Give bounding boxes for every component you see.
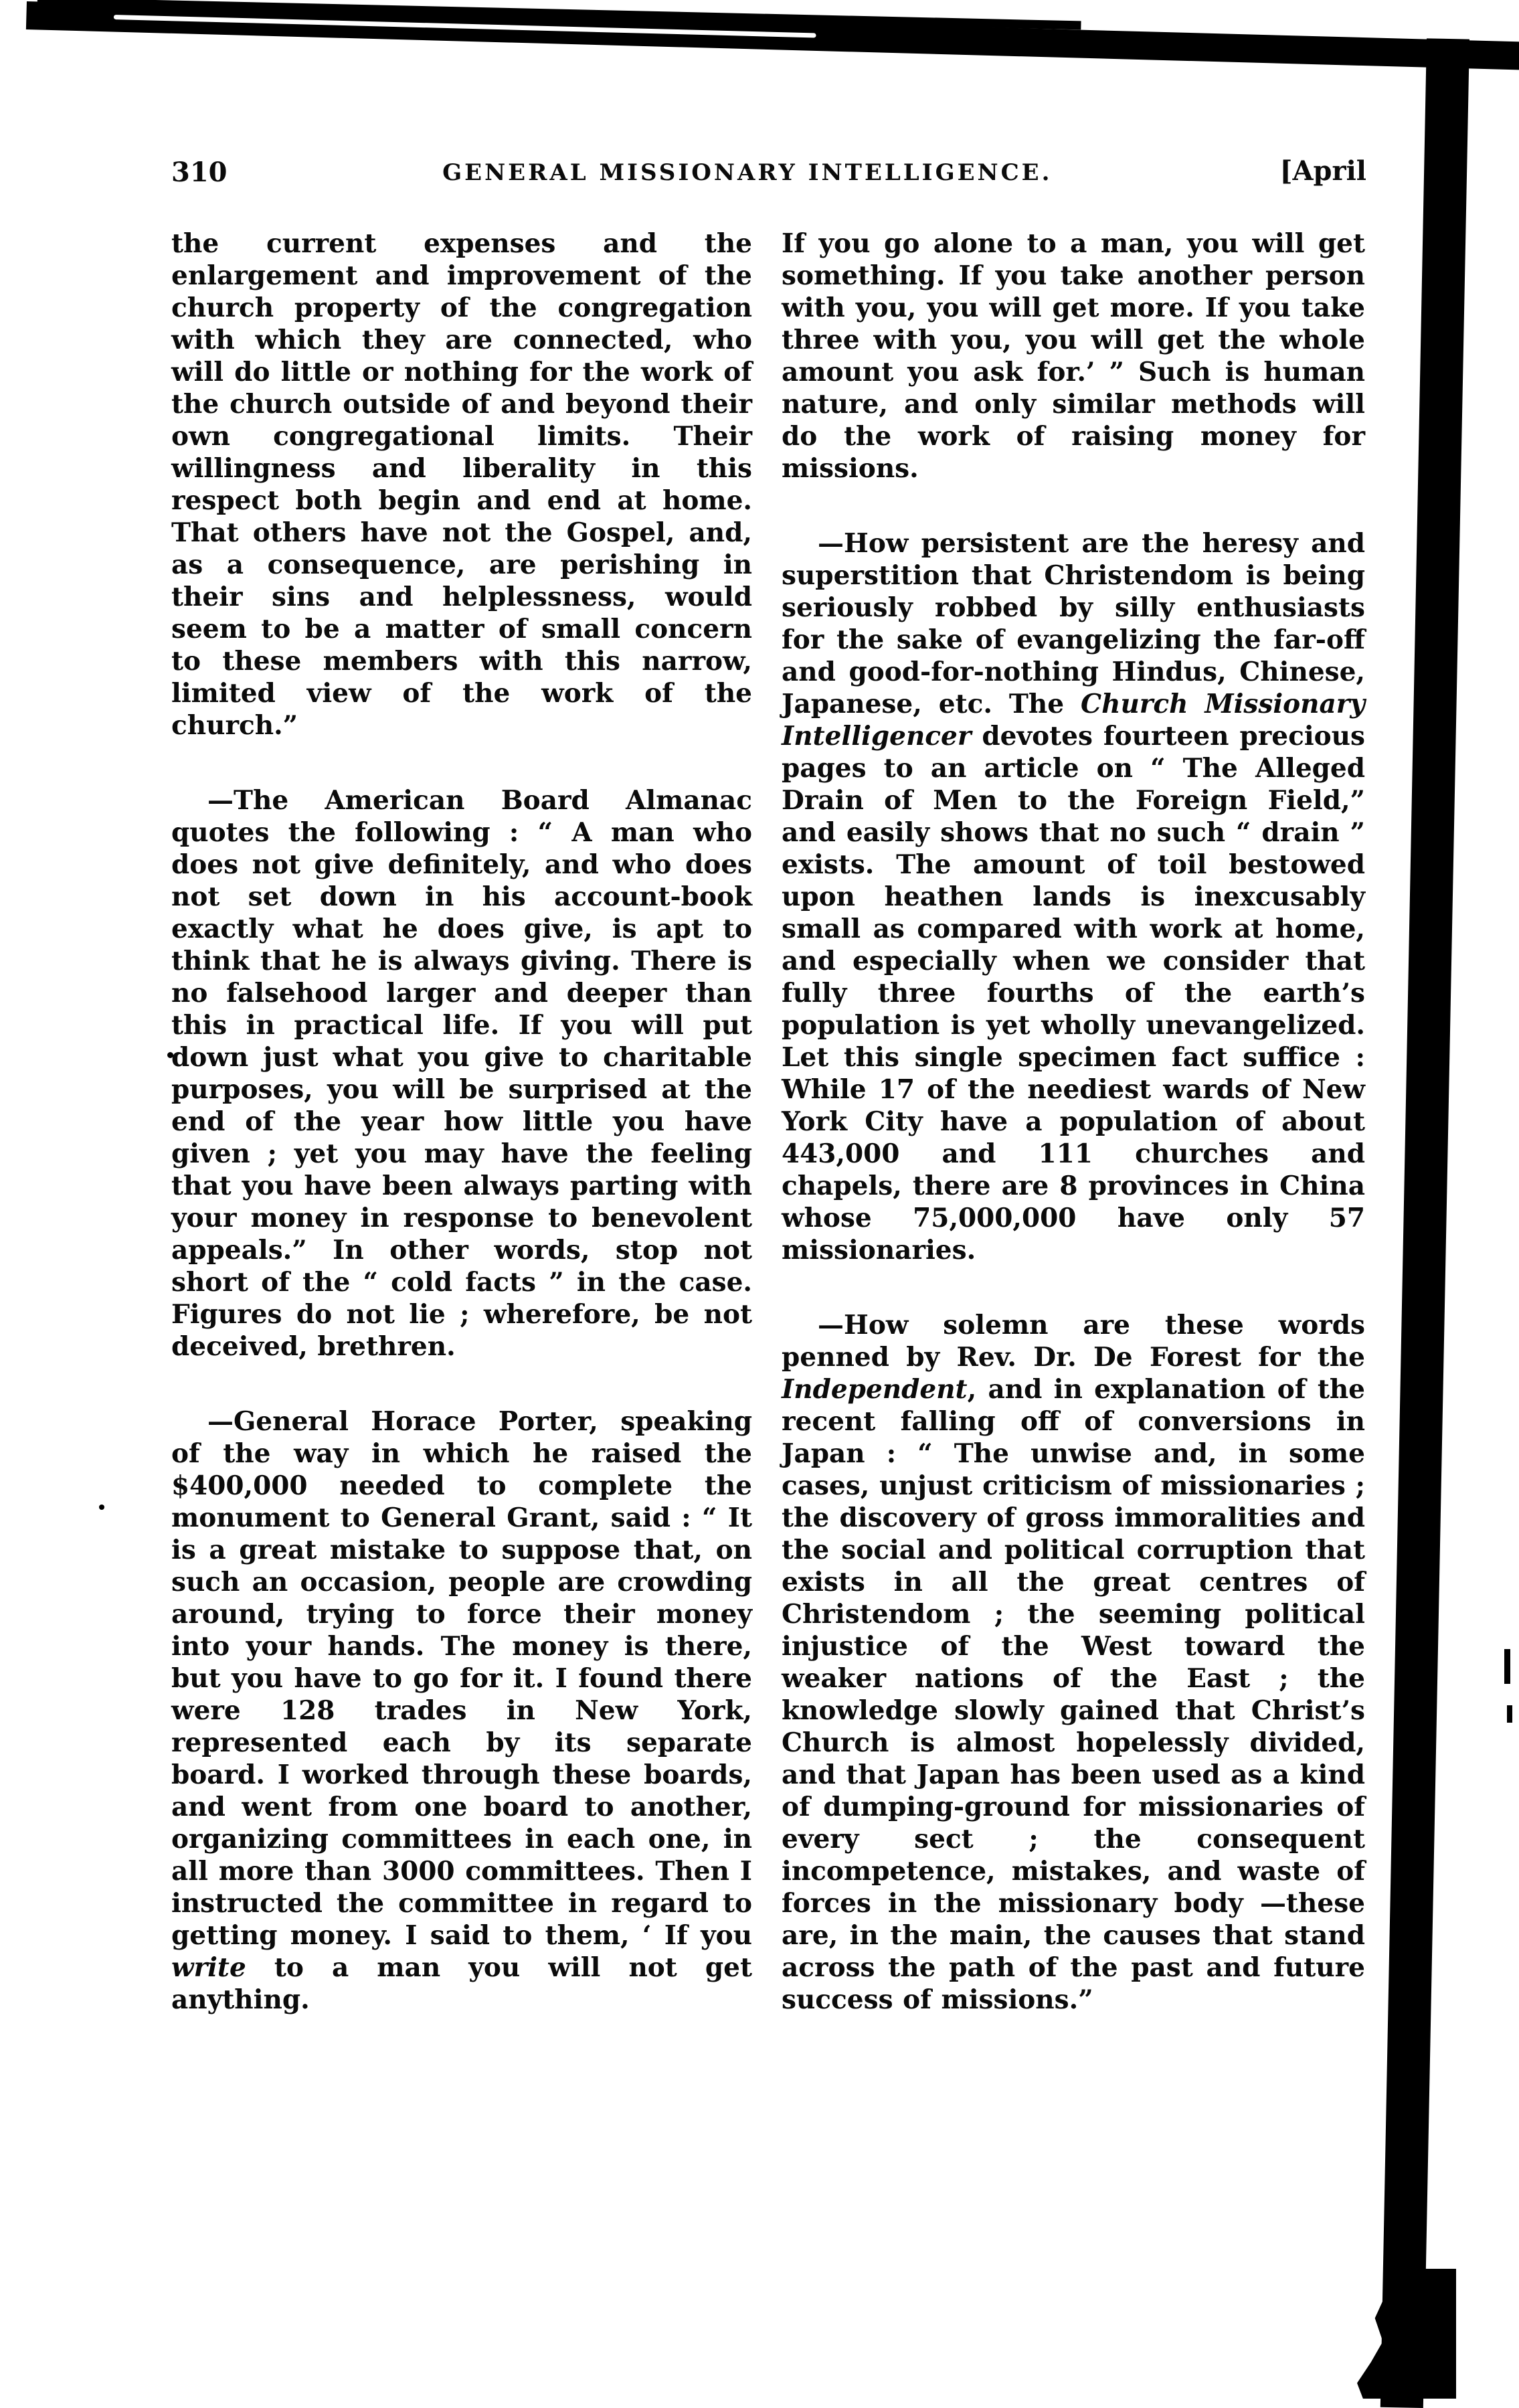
paragraph: —How solemn are these words penned by Rev. Dr. De Forest for the Independent, and in explanation of the recent falling off of conversions in Japan : “ The unwise and, in some cases, unjust criticism of missionaries ; the discovery of gross immoralities and the social and political corruption that exists in all the great centres of Christendom ; the seeming political injustice of the West toward the weaker nations of the East ; the knowledge slowly gained that Christ’s Church is almost hopelessly divided, and that Japan has been used as a kind of dumping-ground for missionaries of every sect ; the consequent incompetence, mistakes, and waste of forces in the missionary body —these are, in the main, the causes that stand across the path of the past and future success of missions.” xyxy=(782,1310,1365,2015)
page-header xyxy=(0,153,1519,193)
page-number: 310 xyxy=(171,157,228,188)
paragraph: If you go alone to a man, you will get something. If you take another person with you, you will get more. If you take three with you, you will get the whole amount you ask for.’ ” Such is human nature, and only similar methods will do the work of raising money for missions. xyxy=(782,228,1365,484)
scan-artifact-edge-tick xyxy=(1507,1705,1512,1723)
issue-month-label: [April xyxy=(1279,155,1366,187)
paragraph: the current expenses and the enlargement and improvement of the church property of the congregation with which they are connected, who will do little or nothing for the work of the church outside of and beyond their own congregational limits. Their willingness and liberality in this respect both begin and end at home. That others have not the Gospel, and, as a consequence, are perishing in their sins and helplessness, would seem to be a matter of small concern to these members with this narrow, limited view of the work of the church.” xyxy=(171,228,752,741)
running-title: GENERAL MISSIONARY INTELLIGENCE. xyxy=(442,159,1053,186)
paragraph: —The American Board Almanac quotes the following : “ A man who does not give definitely, and who does not set down in his account-book exactly what he does give, is apt to think that he is always giving. There is no falsehood larger and deeper than this in practical life. If you will put down just what you give to charitable purposes, you will be surprised at the end of the year how little you have given ; yet you may have the feeling that you have been always parting with your money in response to benevolent appeals.” In other words, stop not short of the “ cold facts ” in the case. Figures do not lie ; wherefore, be not deceived, brethren. xyxy=(171,785,752,1362)
scan-artifact-corner-blob xyxy=(1357,2269,1456,2399)
scan-artifact-edge-tick xyxy=(1504,1649,1510,1684)
paragraph: —General Horace Porter, speaking of the way in which he raised the $400,000 needed to complete the monument to General Grant, said : “ It is a great mistake to suppose that, on such an occasion, people are crowding around, trying to force their money into your hands. The money is there, but you have to go for it. I found there were 128 trades in New York, represented each by its separate board. I worked through these boards, and went from one board to another, organizing committees in each one, in all more than 3000 committees. Then I instructed the committee in regard to getting money. I said to them, ‘ If you write to a man you will not get anything. xyxy=(171,1406,752,2015)
left-column xyxy=(171,228,752,2059)
scan-artifact-side-bar xyxy=(1380,38,1469,2408)
ink-speck xyxy=(1378,2380,1388,2386)
paragraph: —How persistent are the heresy and superstition that Christendom is being seriously robbed by silly enthusiasts for the sake of evangelizing the far-off and good-for-nothing Hindus, Chinese, Japanese, etc. The Church Missionary Intelligencer devotes fourteen precious pages to an article on “ The Alleged Drain of Men to the Foreign Field,” and easily shows that no such “ drain ” exists. The amount of toil bestowed upon heathen lands is inexcusably small as compared with work at home, and especially when we consider that fully three fourths of the earth’s population is yet wholly unevangelized. Let this single specimen fact suffice : While 17 of the neediest wards of New York City have a population of about 443,000 and 111 churches and chapels, there are 8 provinces in China whose 75,000,000 have only 57 missionaries. xyxy=(782,528,1365,1266)
right-column xyxy=(782,228,1365,2059)
ink-speck xyxy=(99,1504,104,1510)
